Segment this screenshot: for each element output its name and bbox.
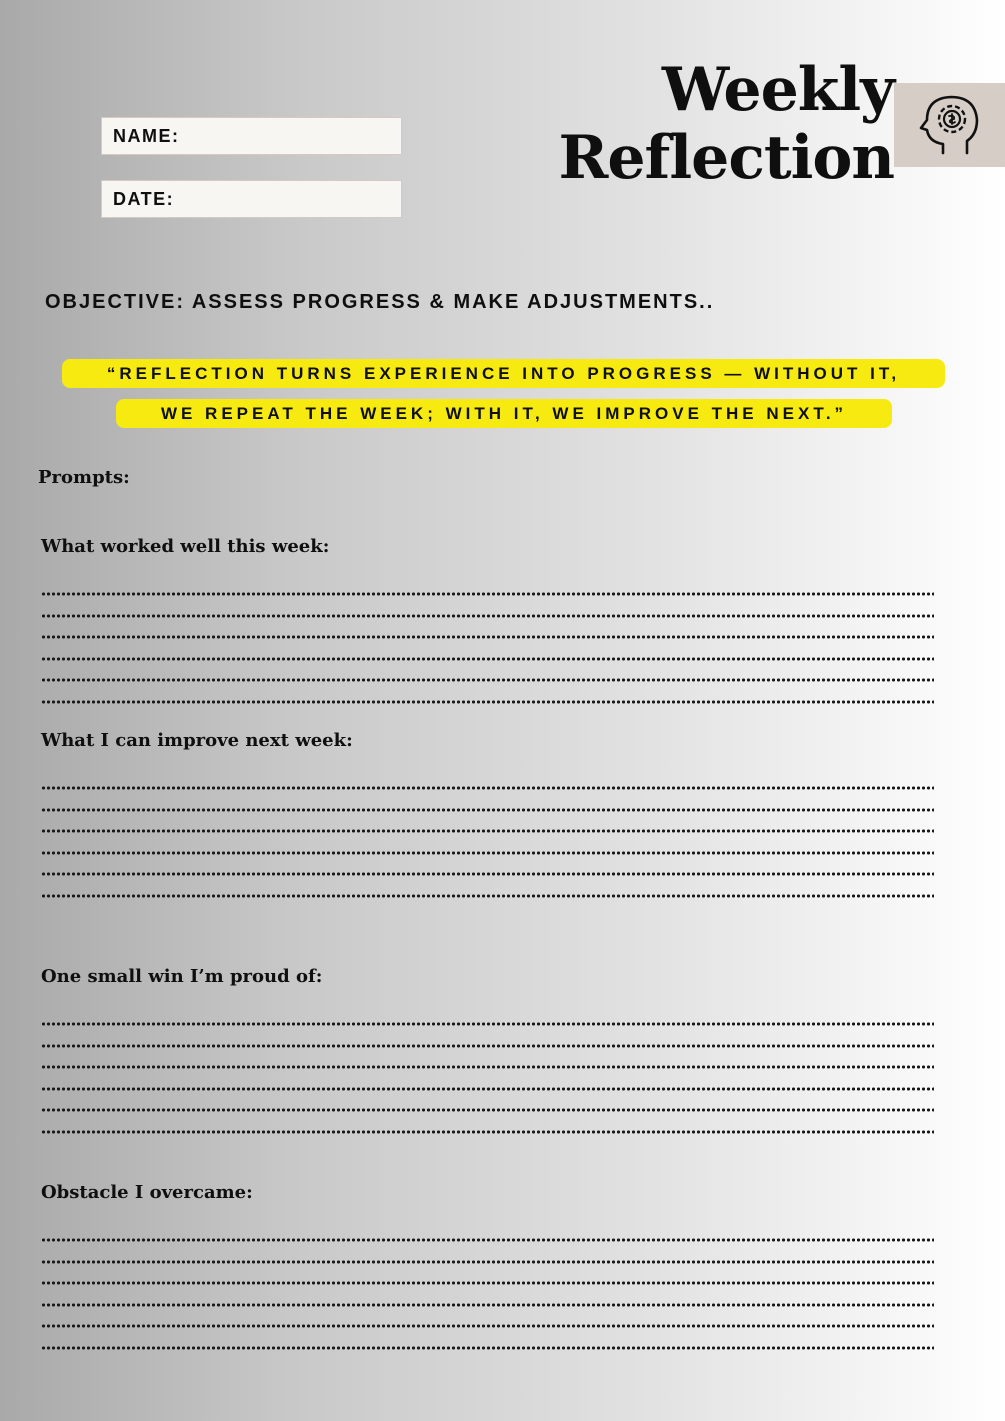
name-field[interactable] xyxy=(101,117,402,155)
section-label-small-win: One small win I’m proud of: xyxy=(41,966,323,987)
section-label-improve: What I can improve next week: xyxy=(41,730,353,751)
writing-line[interactable] xyxy=(41,699,934,705)
objective-text: OBJECTIVE: ASSESS PROGRESS & MAKE ADJUSTMENTS.. xyxy=(45,291,715,313)
writing-lines-worked-well[interactable] xyxy=(41,591,934,720)
writing-lines-obstacle[interactable] xyxy=(41,1237,934,1366)
writing-line[interactable] xyxy=(41,656,934,662)
writing-line[interactable] xyxy=(41,1323,934,1329)
writing-line[interactable] xyxy=(41,807,934,813)
writing-line[interactable] xyxy=(41,1259,934,1265)
writing-line[interactable] xyxy=(41,1107,934,1113)
quote-line-1: “REFLECTION TURNS EXPERIENCE INTO PROGRESS — WITHOUT IT, xyxy=(62,359,945,388)
writing-lines-small-win[interactable] xyxy=(41,1021,934,1150)
writing-line[interactable] xyxy=(41,785,934,791)
writing-line[interactable] xyxy=(41,1043,934,1049)
writing-line[interactable] xyxy=(41,893,934,899)
section-label-worked-well: What worked well this week: xyxy=(41,536,330,557)
writing-line[interactable] xyxy=(41,677,934,683)
date-label: DATE: xyxy=(113,188,175,209)
writing-line[interactable] xyxy=(41,1345,934,1351)
icon-box xyxy=(894,83,1005,167)
quote-line-2: WE REPEAT THE WEEK; WITH IT, WE IMPROVE THE NEXT.” xyxy=(116,399,892,428)
head-gear-icon xyxy=(915,90,985,160)
writing-line[interactable] xyxy=(41,850,934,856)
writing-line[interactable] xyxy=(41,1086,934,1092)
date-field[interactable] xyxy=(101,180,402,218)
page-title xyxy=(559,56,895,192)
writing-line[interactable] xyxy=(41,1021,934,1027)
title-line-2: Reflection xyxy=(558,123,894,193)
prompts-heading: Prompts: xyxy=(38,467,130,488)
writing-line[interactable] xyxy=(41,1302,934,1308)
writing-lines-improve[interactable] xyxy=(41,785,934,914)
writing-line[interactable] xyxy=(41,1064,934,1070)
writing-line[interactable] xyxy=(41,634,934,640)
section-label-obstacle: Obstacle I overcame: xyxy=(41,1182,253,1203)
writing-line[interactable] xyxy=(41,1280,934,1286)
writing-line[interactable] xyxy=(41,871,934,877)
writing-line[interactable] xyxy=(41,828,934,834)
writing-line[interactable] xyxy=(41,1237,934,1243)
title-line-1: Weekly xyxy=(661,55,894,125)
writing-line[interactable] xyxy=(41,591,934,597)
writing-line[interactable] xyxy=(41,1129,934,1135)
writing-line[interactable] xyxy=(41,613,934,619)
name-label: NAME: xyxy=(113,125,180,146)
